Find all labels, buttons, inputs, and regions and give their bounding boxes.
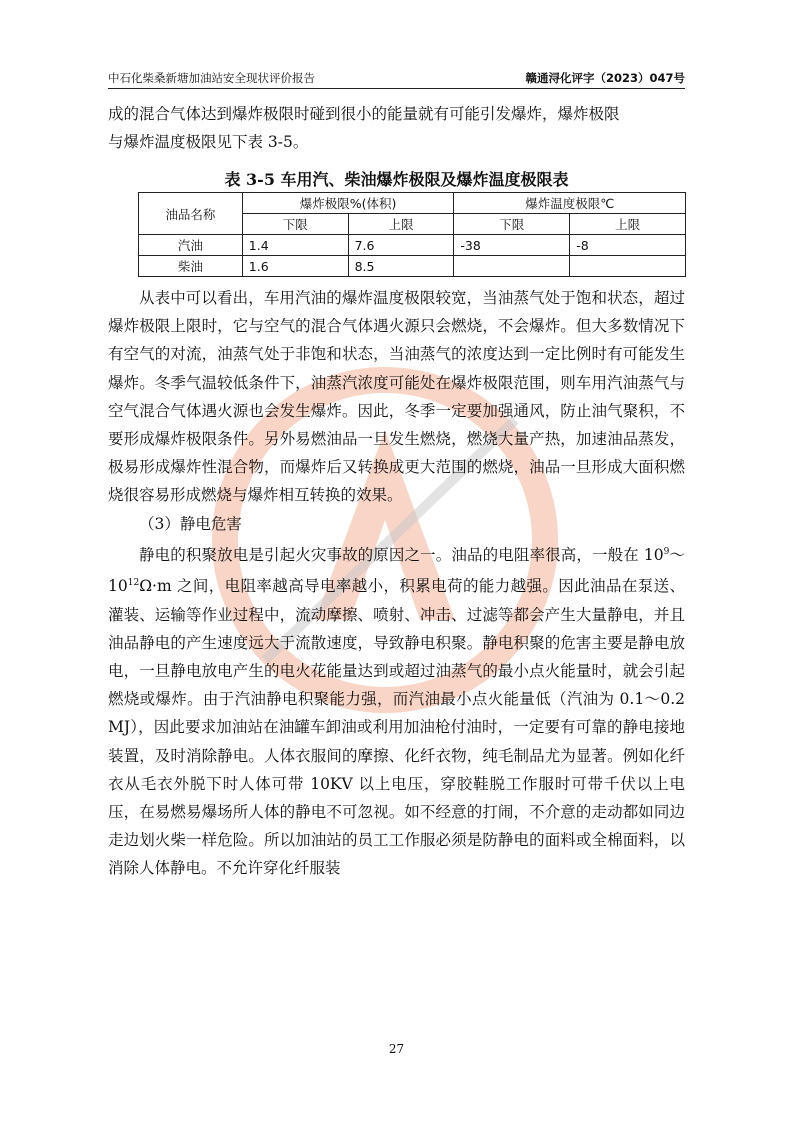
temp-upper-cell bbox=[570, 256, 686, 277]
sub-lower: 下限 bbox=[242, 214, 348, 235]
exp-upper-cell: 8.5 bbox=[348, 256, 454, 277]
temp-lower-cell bbox=[454, 256, 570, 277]
table-row bbox=[139, 256, 686, 277]
sub-upper: 上限 bbox=[348, 214, 454, 235]
sub-lower: 下限 bbox=[454, 214, 570, 235]
exponent-12: 12 bbox=[127, 578, 140, 589]
page-header bbox=[108, 68, 685, 89]
sub-upper: 上限 bbox=[570, 214, 686, 235]
page-number: 27 bbox=[388, 1042, 405, 1056]
intro-text bbox=[108, 100, 685, 156]
temp-lower-cell: -38 bbox=[454, 235, 570, 256]
intro-line-2: 与爆炸温度极限见下表 3-5。 bbox=[108, 133, 309, 152]
table-header-row bbox=[139, 193, 686, 214]
intro-line-1: 成的混合气体达到爆炸极限时碰到很小的能量就有可能引发爆炸，爆炸极限 bbox=[108, 105, 620, 123]
exp-lower-cell: 1.4 bbox=[242, 235, 348, 256]
static-text-mid: ～10 bbox=[108, 545, 685, 596]
oil-name-cell: 汽油 bbox=[139, 235, 243, 256]
header-explosion-temp-limit: 爆炸温度极限℃ bbox=[454, 193, 686, 214]
temp-upper-cell: -8 bbox=[570, 235, 686, 256]
static-text-post: Ω·m 之间，电阻率越高导电率越小，积累电荷的能力越强。因此油品在泵送、灌装、运输等作业过程中，流动摩擦、喷射、冲击、过滤等都会产生大量静电，并且油品静电的产生速度远大于流散速度，导致静电积聚。静电积聚的危害主要是静电放电，一旦静电放电产生的电火花能量达到或超过油蒸气的最小点火能量时，就会引起燃烧或爆炸。由于汽油静电积聚能力强，而汽油最小点火能量低（汽油为 0.1～0.2 MJ），因此要求加油站在油罐车卸油或利用加油枪付油时，一定要有可靠的静电接地装置，及时消除静电。人体衣服间的摩擦、化纤衣物，纯毛制品尤为显著。例如化纤衣从毛衣外脱下时人体可带 10KV 以上电压，穿胶鞋脱工作服时可带千伏以上电压，在易燃易爆场所人体的静电不可忽视。如不经意的打闹，不介意的走动都如同边走边划火柴一样危险。所以加油站的员工工作服必须是防静电的面料或全棉面料，以消除人体静电。不允许穿化纤服装 bbox=[108, 577, 685, 878]
static-text-pre: 静电的积聚放电是引起火灾事故的原因之一。油品的电阻率很高，一般在 10 bbox=[139, 545, 664, 564]
explosion-limit-table bbox=[138, 192, 686, 277]
main-text bbox=[108, 284, 685, 883]
table-row bbox=[139, 235, 686, 256]
exponent-9: 9 bbox=[663, 546, 670, 557]
paragraph-explosion: 从表中可以看出，车用汽油的爆炸温度极限较宽，当油蒸气处于饱和状态，超过爆炸极限上限时，它与空气的混合气体遇火源只会燃烧，不会爆炸。但大多数情况下有空气的对流，油蒸气处于非饱和状态，当油蒸气的浓度达到一定比例时有可能发生爆炸。冬季气温较低条件下，油蒸汽浓度可能处在爆炸极限范围，则车用汽油蒸气与空气混合气体遇火源也会发生爆炸。因此，冬季一定要加强通风，防止油气聚积，不要形成爆炸极限条件。另外易燃油品一旦发生燃烧，燃烧大量产热，加速油品蒸发，极易形成爆炸性混合物，而爆炸后又转换成更大范围的燃烧，油品一旦形成大面积燃烧很容易形成燃烧与爆炸相互转换的效果。 bbox=[108, 289, 685, 505]
header-explosion-limit: 爆炸极限%(体积) bbox=[242, 193, 454, 214]
section-heading: （3）静电危害 bbox=[139, 514, 242, 533]
exp-upper-cell: 7.6 bbox=[348, 235, 454, 256]
exp-lower-cell: 1.6 bbox=[242, 256, 348, 277]
oil-name-cell: 柴油 bbox=[139, 256, 243, 277]
header-report-number: 赣通浔化评字（2023）047号 bbox=[525, 71, 685, 85]
table-caption: 表 3-5 车用汽、柴油爆炸极限及爆炸温度极限表 bbox=[224, 170, 569, 189]
header-oil-name: 油品名称 bbox=[139, 193, 243, 235]
paragraph-static bbox=[108, 538, 685, 883]
header-report-title: 中石化柴桑新塘加油站安全现状评价报告 bbox=[108, 71, 315, 85]
